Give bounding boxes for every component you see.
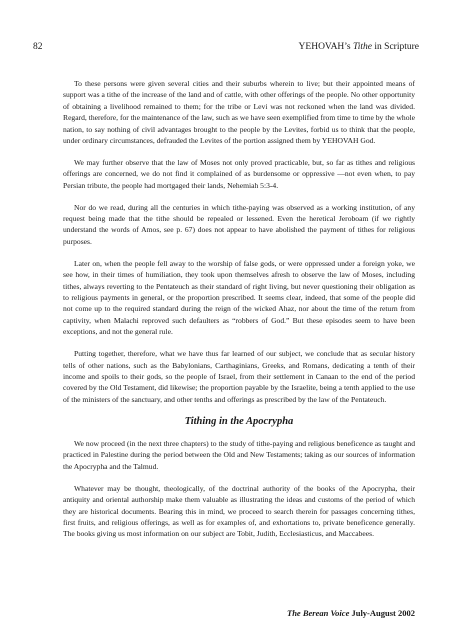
running-title — [299, 42, 419, 52]
body-text — [63, 78, 415, 550]
running-title-suffix: in Scripture — [372, 42, 419, 52]
page-footer — [287, 608, 415, 618]
paragraph: Later on, when the people fell away to the worship of false gods, or were oppressed under a foreign yoke, we see how, in their times of humiliation, they took upon themselves afresh to observe the law of Moses, including tithes, always reverting to the Pentateuch as their standard of right living, but never questioning their obligation as to religious payments in general, or the proportion prescribed. It seems clear, indeed, that some of the people did not come up to the required standard during the reign of the wicked Ahaz, nor about the time of the return from captivity, when Malachi reproved such defaulters as “robbers of God.” But these episodes seem to have been exceptions, and not the general rule. — [63, 258, 415, 337]
magazine-name: The Berean Voice — [287, 608, 350, 618]
running-title-prefix: YEHOVAH’s — [298, 42, 354, 52]
page-number: 82 — [33, 42, 43, 52]
paragraph: To these persons were given several cities and their suburbs wherein to live; but their appointed means of support was a tithe of the increase of the land and of cattle, with other offerings of the people. No other opportunity of obtaining a livelihood remained to them; for the tribe or Levi was not reckoned when the land was divided. Regard, therefore, for the maintenance of the law, such as we have seen exemplified from time to time by the whole nation, to say nothing of civil advantages brought to the people by the Levites, forbid us to think that the people, under ordinary circumstances, defrauded the Levites of the portion assigned them by YEHOVAH God. — [63, 79, 415, 146]
paragraph: We may further observe that the law of Moses not only proved practicable, but, so far as tithes and religious offerings are concerned, we do not find it complained of as burdensome or oppressive —not even when, to pay Persian tribute, the people had mortgaged their lands, Nehemiah 5:3-4. — [63, 157, 415, 190]
paragraph: Nor do we read, during all the centuries in which tithe-paying was observed as a working institution, of any request being made that the tithe should be repealed or lessened. Even the heretical Jeroboam (if we rightly understand the words of Amos, see p. 67) does not appear to have abolished the payment of tithes for religious purposes. — [63, 202, 415, 246]
section-heading: Tithing in the Apocrypha — [184, 415, 294, 427]
paragraph: Whatever may be thought, theologically, of the doctrinal authority of the books of the Apocrypha, their antiquity and oriental authorship make them valuable as illustrating the ideas and customs of the period of which they are historical documents. Bearing this in mind, we proceed to search therein for passages concerning tithes, first fruits, and religious offerings, as well as for examples of, and exhortations to, private beneficence generally. The books giving us most information on our subject are Tobit, Judith, Ecclesiasticus, and Maccabees. — [63, 483, 415, 539]
page-header — [33, 42, 419, 52]
issue-date: July-August 2002 — [349, 608, 415, 618]
paragraph: We now proceed (in the next three chapters) to the study of tithe-paying and religious beneficence as taught and practiced in Palestine during the period between the Old and New Testaments; taking as our sources of information the Apocrypha and the Talmud. — [63, 439, 415, 471]
running-title-italic: Tithe — [353, 42, 373, 52]
paragraph: Putting together, therefore, what we have thus far learned of our subject, we conclude that as secular history tells of other nations, such as the Babylonians, Carthaginians, Greeks, and Romans, dedicating a tenth of their income and spoils to their gods, so the people of Israel, from their settlement in Canaan to the end of the period covered by the Old Testament, did likewise; the proportion payable by the Israelite, being a tenth applied to the use of the ministers of the sanctuary, and other tenths and offerings as prescribed by the law of the Pentateuch. — [63, 349, 415, 404]
